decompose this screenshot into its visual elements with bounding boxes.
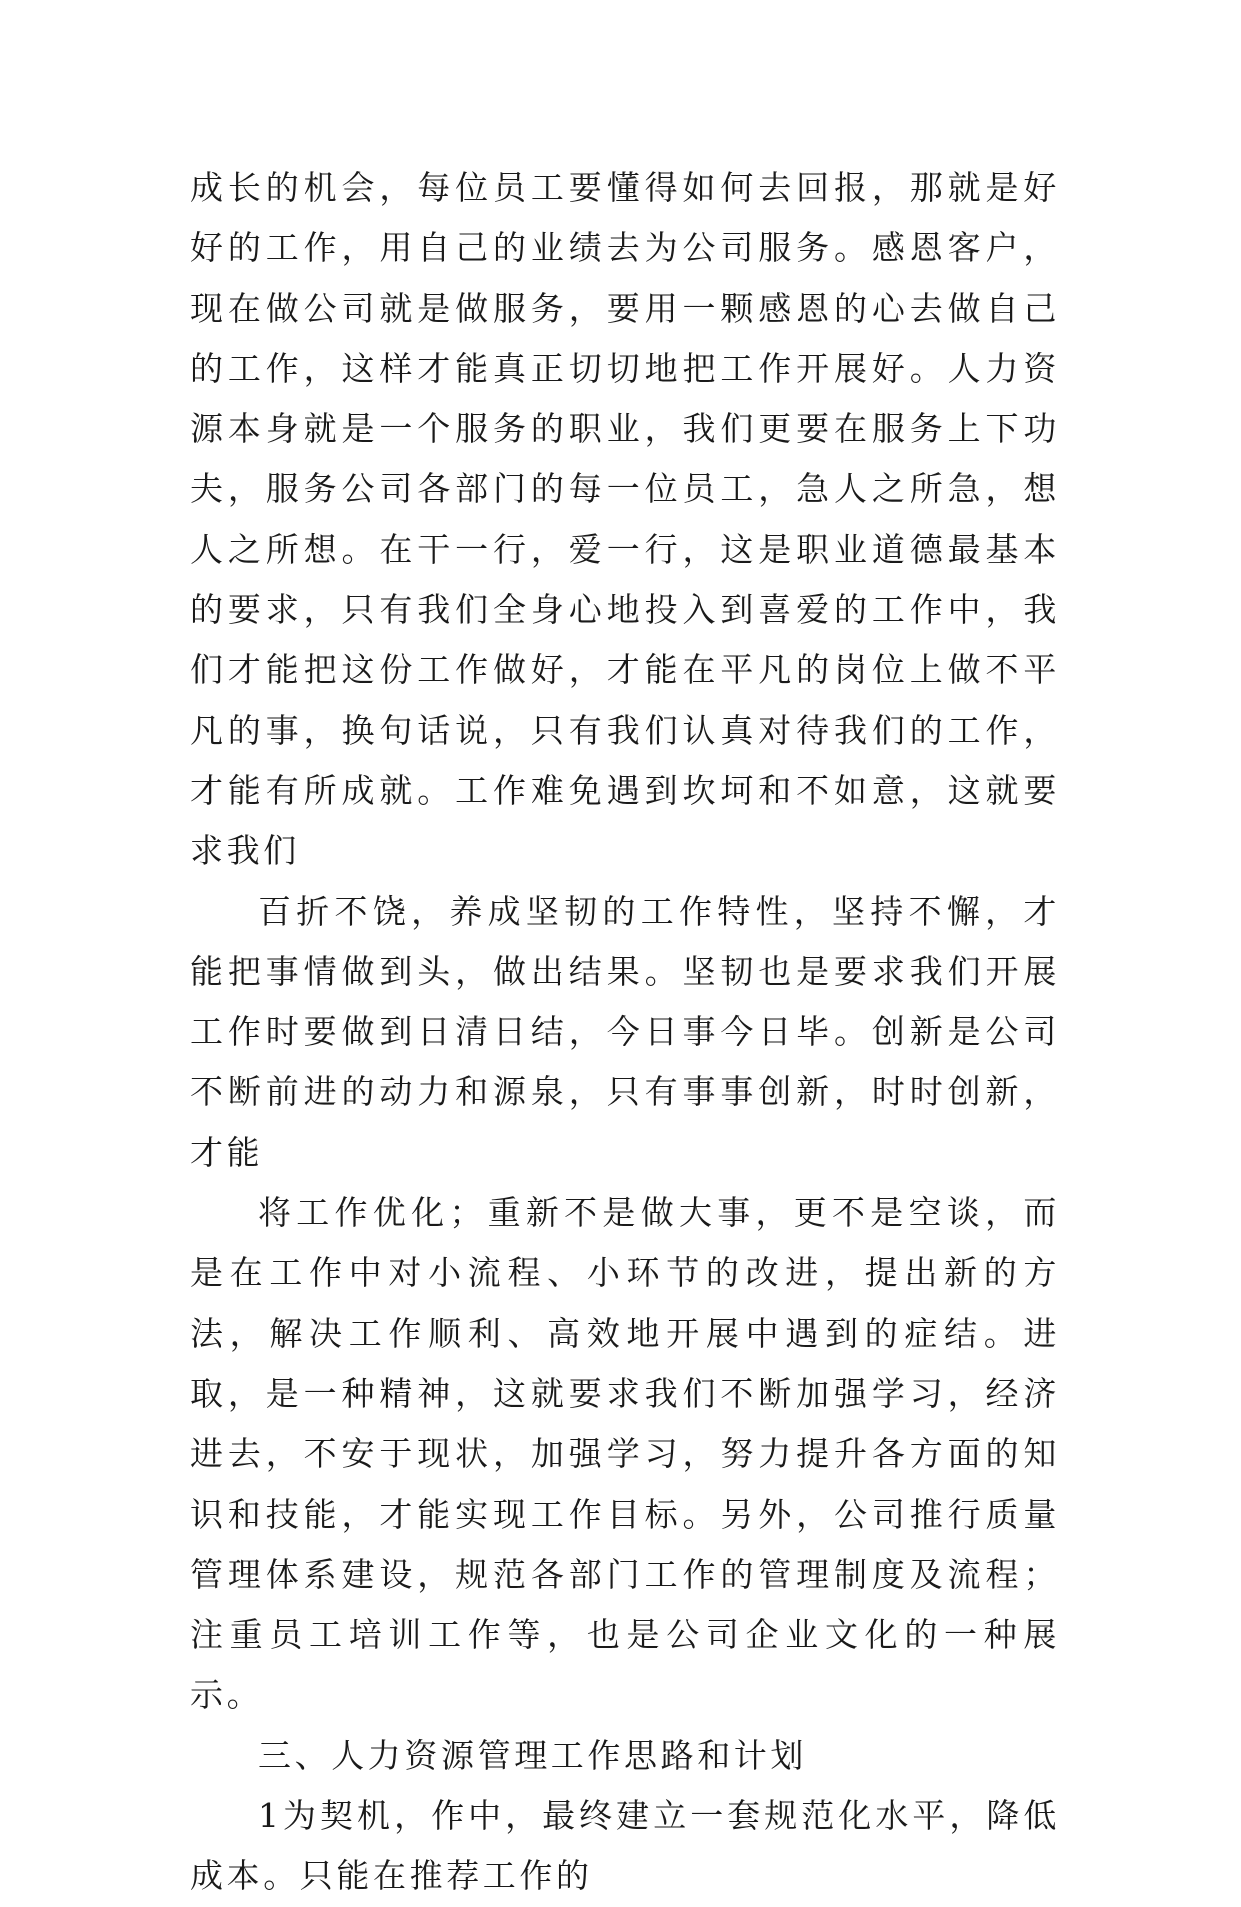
paragraph-plan-item-1: 1为契机，作中，最终建立一套规范化水平，降低成本。只能在推荐工作的 <box>190 1796 1060 1896</box>
section-heading-hr-plan: 三、人力资源管理工作思路和计划 <box>258 1735 807 1775</box>
paragraph-gratitude: 成长的机会，每位员工要懂得如何去回报，那就是好好的工作，用自己的业绩去为公司服务。感恩客户，现在做公司就是做服务，要用一颗感恩的心去做自己的工作，这样才能真正切切地把工作开展好。人力资源本身就是一个服务的职业，我们更要在服务上下功夫，服务公司各部门的每一位员工，急人之所急，想人之所想。在干一行，爱一行，这是职业道德最基本的要求，只有我们全身心地投入到喜爱的工作中，我们才能把这份工作做好，才能在平凡的岗位上做不平凡的事，换句话说，只有我们认真对待我们的工作，才能有所成就。工作难免遇到坎坷和不如意，这就要求我们 <box>190 168 1060 871</box>
paragraph-innovation: 将工作优化；重新不是做大事，更不是空谈，而是在工作中对小流程、小环节的改进，提出新的方法，解决工作顺利、高效地开展中遇到的症结。进取，是一种精神，这就要求我们不断加强学习，经济进去，不安于现状，加强学习，努力提升各方面的知识和技能，才能实现工作目标。另外，公司推行质量管理体系建设，规范各部门工作的管理制度及流程；注重员工培训工作等，也是公司企业文化的一种展示。 <box>190 1193 1060 1715</box>
document-body <box>190 158 1060 1907</box>
paragraph-perseverance: 百折不饶，养成坚韧的工作特性，坚持不懈，才能把事情做到头，做出结果。坚韧也是要求我们开展工作时要做到日清日结，今日事今日毕。创新是公司不断前进的动力和源泉，只有事事创新，时时创新，才能 <box>190 891 1060 1172</box>
